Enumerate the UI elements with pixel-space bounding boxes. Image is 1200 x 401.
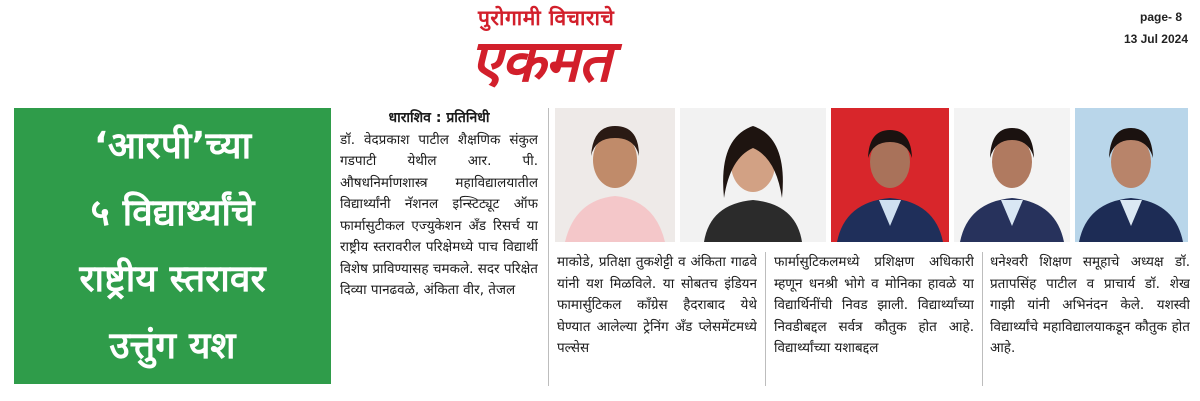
article-column-1 [340,108,538,386]
page-number: page- 8 [1139,10,1182,24]
article-column-2: माकोडे, प्रतिक्षा तुकशेट्टी व अंकिता गाढवे यांनी यश मिळविले. या सोबतच इंडियन फामार्सुटिकल कॉंग्रेस हैदराबाद येथे घेण्यात आलेल्या ट्रेनिंग अँड प्लेसमेंटमध्ये पल्सेस [557,254,757,356]
column-divider [765,252,766,386]
student-photo-strip [555,108,1188,242]
student-photo [680,108,826,242]
column-divider [548,108,549,386]
dateline: धाराशिव : प्रतिनिधी [388,110,490,126]
student-photo [1075,108,1188,242]
student-photo [831,108,949,242]
student-photo [954,108,1070,242]
article-column-1-text: डॉ. वेदप्रकाश पाटील शैक्षणिक संकुल गडपाटी येथील आर. पी. औषधनिर्माणशास्त्र महाविद्यालयातील विद्यार्थ्यांनी नॅशनल इन्स्टिट्यूट ऑफ फार्मासुटीकल एज्युकेशन अँड रिसर्च या राष्ट्रीय स्तरावरील परिक्षेमध्ये पाच विद्यार्थी विशेष प्राविण्यासह चमकले. सदर परिक्षेत दिव्या पानढवळे, अंकिता वीर, तेजल [340,131,538,298]
article-column-3: फार्मासुटिकलमध्ये प्रशिक्षण अधिकारी म्हणून धनश्री भोगे व मोनिका हावळे या विद्यार्थिनींची निवड झाली. विद्यार्थ्यांच्या निवडीबद्दल सर्वत्र कौतुक होत आहे. विद्यार्थ्यांच्या यशाबद्दल [774,254,974,356]
headline-line-1: ‘आरपी’च्या [93,124,252,167]
edition-date: 13 Jul 2024 [1123,32,1188,46]
headline-line-3: राष्ट्रीय स्तरावर [79,257,266,301]
column-divider [982,252,983,386]
headline-line-4: उत्तुंग यश [109,323,236,367]
student-photo [555,108,675,242]
headline-line-2: ५ विद्यार्थ्यांचे [90,190,255,234]
masthead-logo: एकमत [470,27,611,95]
article-column-4: धनेश्वरी शिक्षण समूहाचे अध्यक्ष डॉ. प्रतापसिंह पाटील व प्राचार्य डॉ. शेख गाझी यांनी अभिनंदन केले. यशस्वी विद्यार्थ्यांचे महाविद्यालयाकडून कौतुक होत आहे. [990,254,1190,356]
headline-box [14,108,331,384]
masthead-tagline: पुरोगामी विचाराचे [478,6,615,30]
